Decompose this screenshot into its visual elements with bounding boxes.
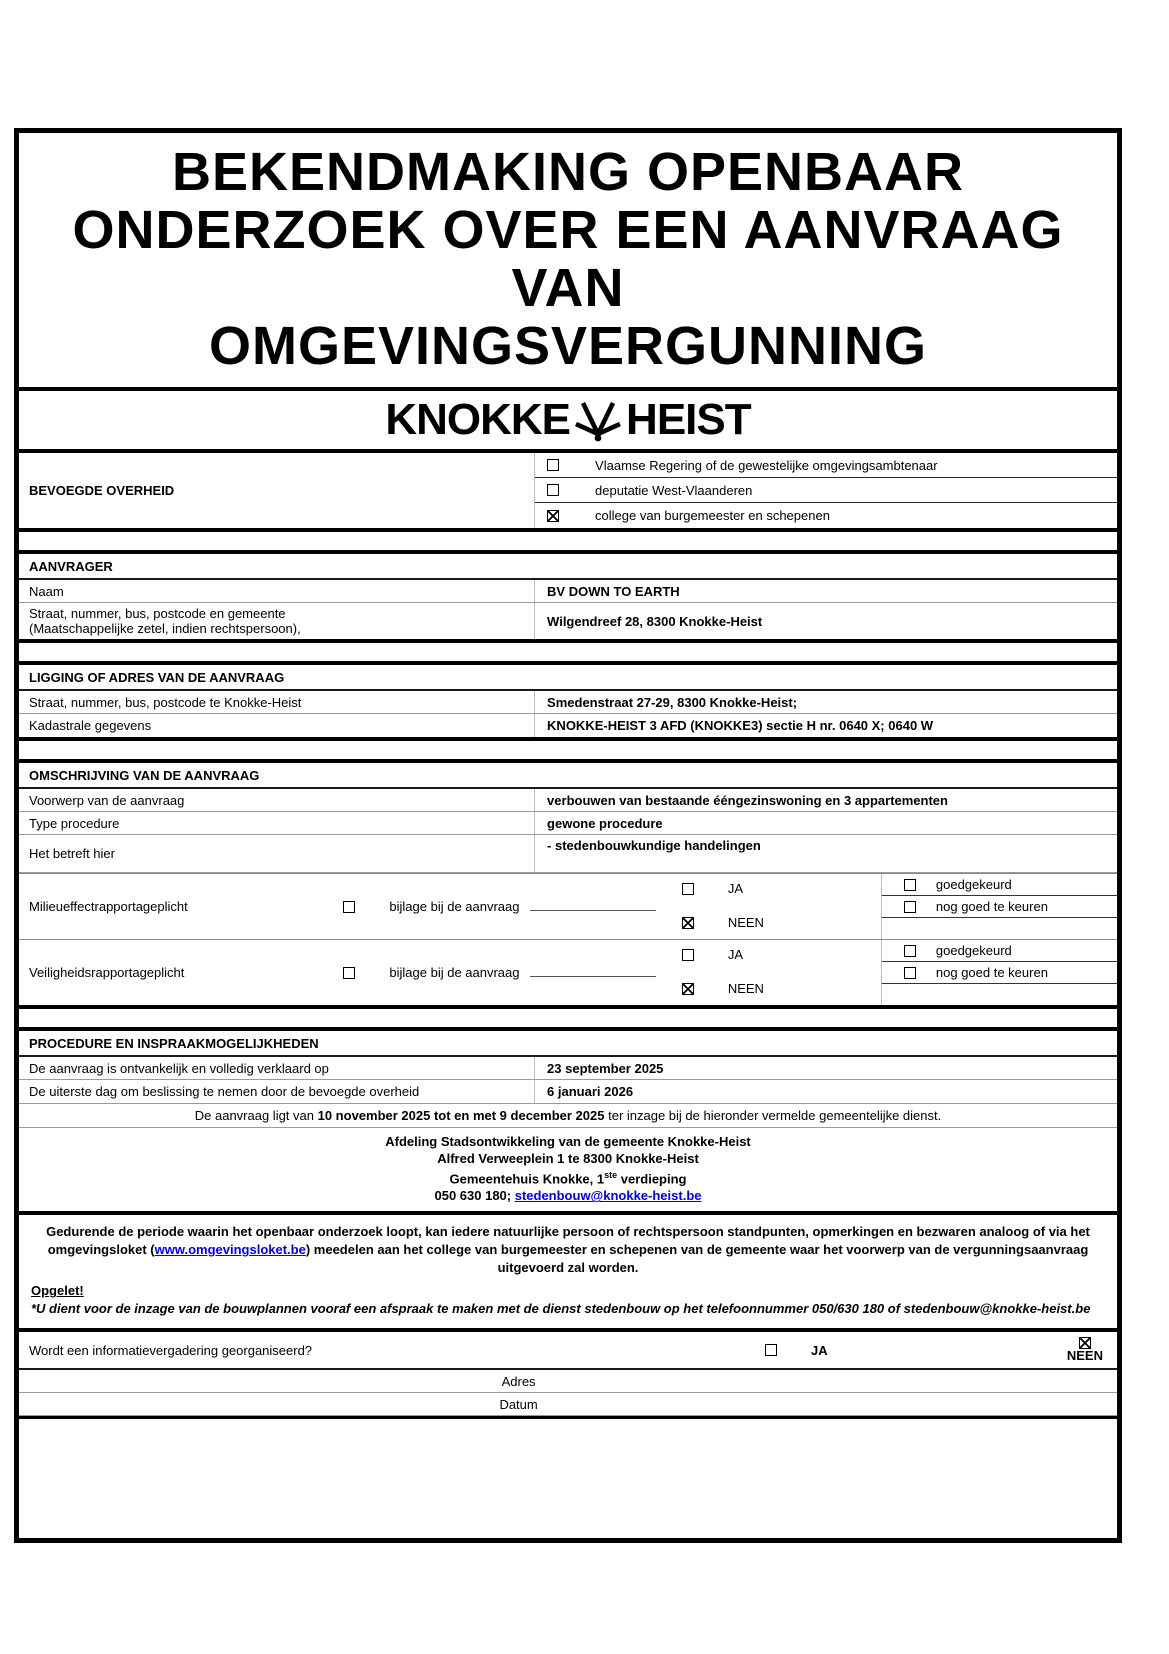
ontvankelijk-label: De aanvraag is ontvankelijk en volledig verklaard op — [19, 1057, 535, 1079]
goedgekeurd-label: goedgekeurd — [935, 943, 1012, 958]
checkbox-veiligheid-nog-goed[interactable] — [904, 967, 916, 979]
authority-option-label: deputatie West-Vlaanderen — [595, 482, 753, 498]
aanvrager-header: AANVRAGER — [19, 554, 1117, 580]
veiligheid-bijlage — [337, 940, 655, 1005]
ligging-header: LIGGING OF ADRES VAN DE AANVRAAG — [19, 665, 1117, 691]
phone-number: 050 630 180; — [434, 1188, 515, 1204]
type-procedure-value: gewone procedure — [547, 815, 663, 831]
bijlage-label: bijlage bij de aanvraag — [389, 965, 520, 980]
aanvrager-adres-row — [19, 603, 1117, 639]
type-procedure-row — [19, 812, 1117, 835]
datum-row — [19, 1393, 1117, 1416]
informatievergadering-ja — [765, 1343, 828, 1358]
kadastrale-row — [19, 714, 1117, 737]
adres-label: Adres — [501, 1373, 536, 1389]
betreft-label: Het betreft hier — [19, 835, 535, 872]
milieueffect-approval — [881, 874, 1117, 939]
ja-label: JA — [811, 1342, 828, 1358]
dienst-line3-pre: Gemeentehuis Knokke, 1 — [449, 1171, 605, 1187]
checkbox-informatievergadering-ja[interactable] — [765, 1344, 777, 1356]
checkbox-veiligheid-ja[interactable] — [682, 949, 694, 961]
voorwerp-row — [19, 789, 1117, 812]
municipality-logo — [19, 391, 1117, 453]
uiterste-dag-value: 6 januari 2026 — [547, 1084, 634, 1099]
inzage-dates: 10 november 2025 tot en met 9 december 2025 — [317, 1108, 605, 1123]
veiligheid-ja — [682, 947, 881, 962]
logo-text-heist: HEIST — [626, 395, 751, 444]
milieueffect-row — [19, 873, 1117, 939]
authority-option-deputatie — [535, 478, 1117, 503]
aanvrager-adres-value: Wilgendreef 28, 8300 Knokke-Heist — [547, 613, 763, 629]
public-notice-document — [14, 128, 1122, 1543]
checkbox-milieueffect-nog-goed[interactable] — [904, 901, 916, 913]
ligging-straat-value: Smedenstraat 27-29, 8300 Knokke-Heist; — [547, 694, 798, 710]
empty-cell — [882, 918, 1117, 939]
ligging-straat-label: Straat, nummer, bus, postcode te Knokke-Heist — [19, 691, 535, 713]
goedgekeurd-label: goedgekeurd — [935, 877, 1012, 892]
informatievergadering-row — [19, 1332, 1117, 1370]
dienst-line3-post: verdieping — [617, 1171, 687, 1187]
authority-option-vlaamse-regering — [535, 453, 1117, 478]
fill-line — [530, 910, 656, 911]
checkbox-milieueffect-neen[interactable] — [682, 917, 694, 929]
logo-dot — [595, 435, 602, 442]
ja-label: JA — [727, 947, 743, 962]
section-ligging — [19, 661, 1117, 741]
kadastrale-label: Kadastrale gegevens — [19, 714, 535, 737]
logo-text-knokke: KNOKKE — [385, 395, 571, 444]
milieueffect-ja-neen — [656, 874, 881, 939]
ontvankelijk-row — [19, 1057, 1117, 1080]
betreft-value: - stedenbouwkundige handelingen — [547, 838, 761, 853]
dienst-line2: Alfred Verweeplein 1 te 8300 Knokke-Heist — [437, 1151, 699, 1166]
inzage-post: ter inzage bij de hieronder vermelde gemeentelijke dienst. — [604, 1108, 942, 1123]
veiligheid-ja-neen — [656, 940, 881, 1005]
neen-label: NEEN — [727, 915, 764, 930]
veiligheid-label: Veiligheidsrapportageplicht — [29, 965, 185, 980]
kadastrale-value: KNOKKE-HEIST 3 AFD (KNOKKE3) sectie H nr. 0640 X; 0640 W — [547, 718, 934, 733]
seagull-rays-icon — [572, 397, 624, 443]
veiligheid-approval — [881, 940, 1117, 1005]
bezwaar-paragraph — [31, 1223, 1105, 1277]
adres-row — [19, 1370, 1117, 1393]
checkbox-milieueffect-ja[interactable] — [682, 883, 694, 895]
dienst-line1: Afdeling Stadsontwikkeling van de gemeente Knokke-Heist — [385, 1134, 751, 1149]
naam-row — [19, 580, 1117, 603]
empty-cell — [882, 984, 1117, 1005]
veiligheid-row — [19, 939, 1117, 1005]
milieueffect-neen — [682, 915, 881, 930]
checkbox-veiligheid-goedgekeurd[interactable] — [904, 945, 916, 957]
omschrijving-header: OMSCHRIJVING VAN DE AANVRAAG — [19, 763, 1117, 789]
section-procedure — [19, 1027, 1117, 1211]
checkbox-veiligheid-bijlage[interactable] — [343, 967, 355, 979]
type-procedure-label: Type procedure — [19, 812, 535, 834]
checkbox-veiligheid-neen[interactable] — [682, 983, 694, 995]
authority-options — [535, 453, 1117, 528]
uiterste-dag-label: De uiterste dag om beslissing te nemen door de bevoegde overheid — [19, 1080, 535, 1103]
title-line-3: OMGEVINGSVERGUNNING — [208, 316, 928, 376]
neen-label: NEEN — [727, 981, 764, 996]
authority-option-college — [535, 503, 1117, 528]
checkbox-vlaamse-regering[interactable] — [547, 459, 559, 471]
checkbox-college[interactable] — [547, 510, 559, 522]
opgelet-label: Opgelet! — [31, 1283, 84, 1299]
nog-goed-label: nog goed te keuren — [935, 899, 1048, 914]
inzage-pre: De aanvraag ligt van — [194, 1108, 318, 1123]
section-bevoegde-overheid — [19, 453, 1117, 532]
dienst-line3 — [27, 1167, 1109, 1187]
omgevingsloket-link[interactable]: www.omgevingsloket.be — [154, 1242, 306, 1258]
bijlage-label: bijlage bij de aanvraag — [389, 899, 520, 914]
section-omschrijving — [19, 759, 1117, 1009]
neen-label: NEEN — [1066, 1348, 1103, 1364]
adres-label-line2: (Maatschappelijke zetel, indien rechtspersoon), — [29, 621, 301, 636]
title-line-1: BEKENDMAKING OPENBAAR — [171, 142, 965, 202]
checkbox-milieueffect-bijlage[interactable] — [343, 901, 355, 913]
voorwerp-label: Voorwerp van de aanvraag — [19, 789, 535, 811]
section-separator — [19, 532, 1117, 550]
fill-line — [530, 976, 656, 977]
veiligheid-nog-goed — [882, 962, 1117, 984]
ontvankelijk-value: 23 september 2025 — [547, 1060, 664, 1076]
aanvrager-adres-label — [19, 603, 535, 639]
naam-value: BV DOWN TO EARTH — [547, 583, 680, 599]
section-separator — [19, 1009, 1117, 1027]
adres-label-line1: Straat, nummer, bus, postcode en gemeente — [29, 606, 286, 621]
section-separator — [19, 643, 1117, 661]
informatievergadering-question: Wordt een informatievergadering georganiseerd? — [29, 1342, 313, 1358]
milieueffect-nog-goed — [882, 896, 1117, 918]
checkbox-deputatie[interactable] — [547, 484, 559, 496]
nog-goed-label: nog goed te keuren — [935, 965, 1048, 980]
title-line-2: ONDERZOEK OVER EEN AANVRAAG VAN — [72, 200, 1064, 318]
naam-label: Naam — [19, 580, 535, 602]
procedure-header: PROCEDURE EN INSPRAAKMOGELIJKHEDEN — [19, 1031, 1117, 1057]
section-separator — [19, 741, 1117, 759]
bezwaar-post: ) meedelen aan het college van burgemeester en schepenen van de gemeente waar het voorwerp van de vergunningsaanvraag uitgevoerd zal worden. — [305, 1242, 1089, 1276]
uiterste-dag-row — [19, 1080, 1117, 1103]
bevoegde-overheid-label: BEVOEGDE OVERHEID — [19, 453, 535, 528]
ligging-straat-row — [19, 691, 1117, 714]
authority-option-label: college van burgemeester en schepenen — [595, 508, 830, 523]
authority-option-label: Vlaamse Regering of de gewestelijke omgevingsambtenaar — [595, 457, 938, 473]
datum-label: Datum — [499, 1396, 538, 1412]
voorwerp-value: verbouwen van bestaande ééngezinswoning en 3 appartementen — [547, 792, 948, 808]
milieueffect-ja — [682, 881, 881, 896]
gemeente-dienst-block — [19, 1127, 1117, 1211]
milieueffect-label: Milieueffectrapportageplicht — [29, 899, 188, 914]
stedenbouw-email-link[interactable]: stedenbouw@knokke-heist.be — [514, 1188, 702, 1204]
veiligheid-neen — [682, 981, 881, 996]
section-aanvrager — [19, 550, 1117, 643]
empty-signature-area — [19, 1416, 1117, 1538]
afspraak-note: *U dient voor de inzage van de bouwplannen vooraf een afspraak te maken met de dienst stedenbouw op het telefoonnummer 050/630 180 of stedenbouw@knokke-heist.be — [31, 1301, 1091, 1317]
betreft-row — [19, 835, 1117, 873]
informatievergadering-neen — [1067, 1337, 1103, 1363]
veiligheid-goedgekeurd — [882, 940, 1117, 962]
inzage-line — [19, 1103, 1117, 1127]
checkbox-milieueffect-goedgekeurd[interactable] — [904, 879, 916, 891]
document-title — [19, 133, 1117, 391]
dienst-line3-sup: ste — [604, 1170, 618, 1180]
bezwaar-pre: Gedurende de periode waarin het openbaar onderzoek loopt, kan iedere natuurlijke persoon of rechtspersoon standpunten, opmerkingen en bezwaren analoog of via het omgevingsloket ( — [46, 1224, 1090, 1258]
dienst-line4 — [27, 1187, 1109, 1204]
section-bezwaar — [19, 1211, 1117, 1332]
milieueffect-goedgekeurd — [882, 874, 1117, 896]
milieueffect-bijlage — [337, 874, 655, 939]
ja-label: JA — [727, 881, 743, 896]
